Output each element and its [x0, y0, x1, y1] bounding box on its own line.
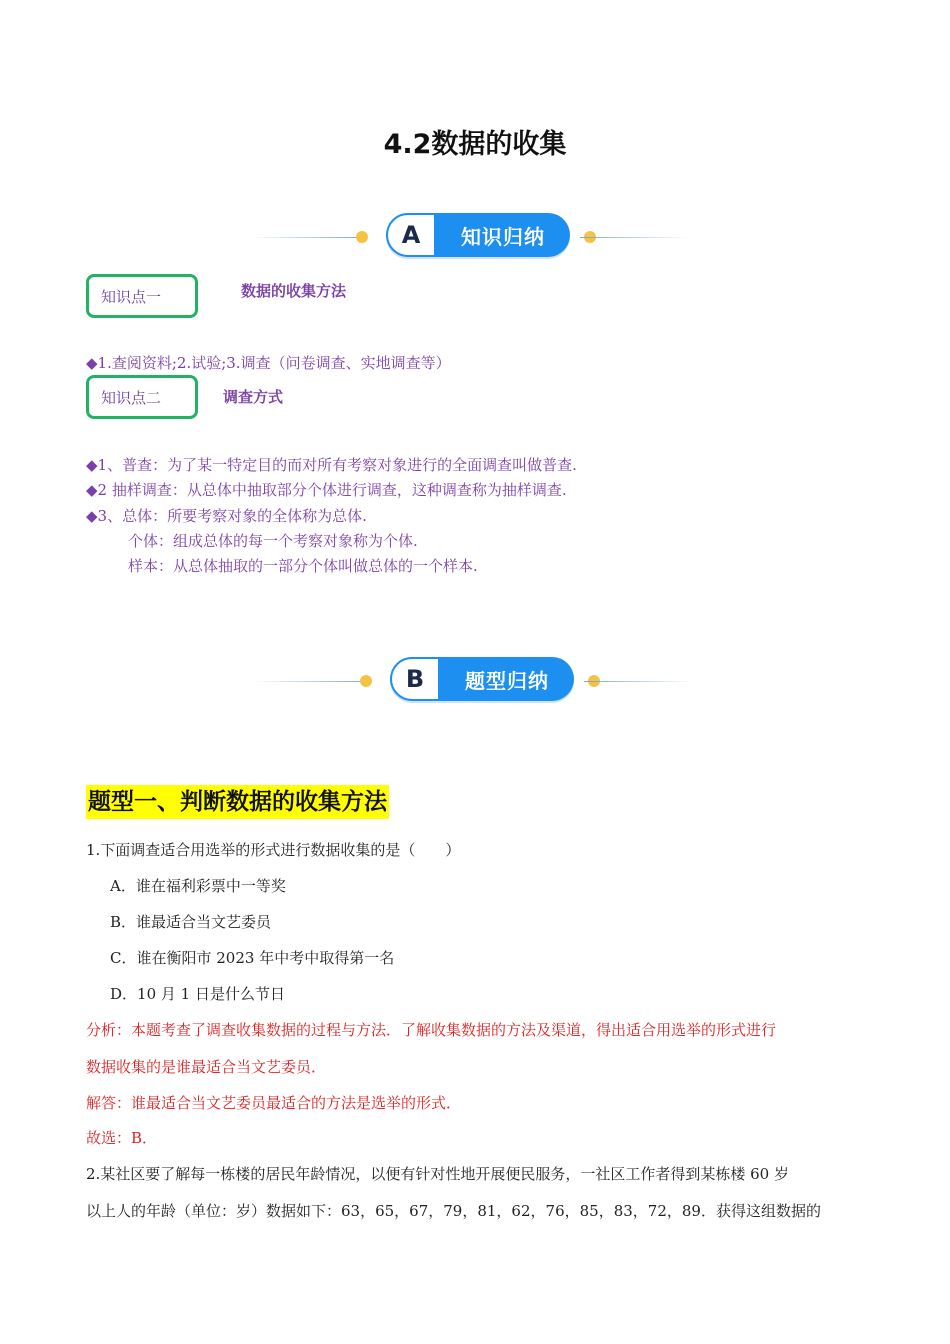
knowledge-box-1: 知识点一: [86, 274, 198, 318]
knowledge-box-2: 知识点二: [86, 375, 198, 419]
option-d: D．10 月 1 日是什么节日: [110, 985, 285, 1003]
banner-text: 题型归纳: [465, 668, 549, 693]
banner-letter: A: [386, 213, 436, 257]
knowledge-line: ◆2 抽样调查：从总体中抽取部分个体进行调查，这种调查称为抽样调查.: [86, 481, 567, 499]
choice-text: 故选：B．: [86, 1129, 158, 1147]
knowledge-title-2: 调查方式: [223, 388, 284, 406]
analysis-text: 数据收集的是谁最适合当文艺委员．: [86, 1058, 327, 1076]
knowledge-line: ◆1、普查：为了某一特定目的而对所有考察对象进行的全面调查叫做普查.: [86, 456, 577, 474]
question-stem: 1.下面调查适合用选举的形式进行数据收集的是（ ）: [86, 841, 461, 859]
option-c: C．谁在衡阳市 2023 年中考中取得第一名: [110, 949, 395, 967]
banner-letter: B: [390, 657, 440, 701]
knowledge-line: 个体：组成总体的每一个考察对象称为个体.: [128, 532, 418, 550]
knowledge-title-1: 数据的收集方法: [241, 282, 347, 300]
banner-text: 知识归纳: [461, 224, 545, 249]
dot-icon: [356, 231, 368, 243]
option-b: B．谁最适合当文艺委员: [110, 913, 272, 931]
knowledge-line: 样本：从总体抽取的一部分个体叫做总体的一个样本.: [128, 557, 478, 575]
analysis-text: 分析：本题考查了调查收集数据的过程与方法．了解收集数据的方法及渠道，得出适合用选举的形式进行: [86, 1021, 777, 1039]
knowledge-line: ◆1.查阅资料;2.试验;3.调查（问卷调查、实地调查等）: [86, 354, 451, 372]
section-banner-b: [254, 657, 694, 703]
section-banner-a: [250, 213, 690, 259]
question-stem: 以上人的年龄（单位：岁）数据如下：63，65，67，79，81，62，76，85，83，72，89．获得这组数据的: [86, 1202, 821, 1220]
option-a: A．谁在福利彩票中一等奖: [110, 877, 286, 895]
question-stem: 2.某社区要了解每一栋楼的居民年龄情况，以便有针对性地开展便民服务，一社区工作者得到某栋楼 60 岁: [86, 1165, 789, 1183]
knowledge-line: ◆3、总体：所要考察对象的全体称为总体.: [86, 507, 367, 525]
answer-text: 解答：谁最适合当文艺委员最适合的方法是选举的形式．: [86, 1094, 462, 1112]
dot-icon: [360, 675, 372, 687]
page-title: 4.2数据的收集: [383, 129, 567, 160]
section-heading: 题型一、判断数据的收集方法: [86, 785, 389, 819]
